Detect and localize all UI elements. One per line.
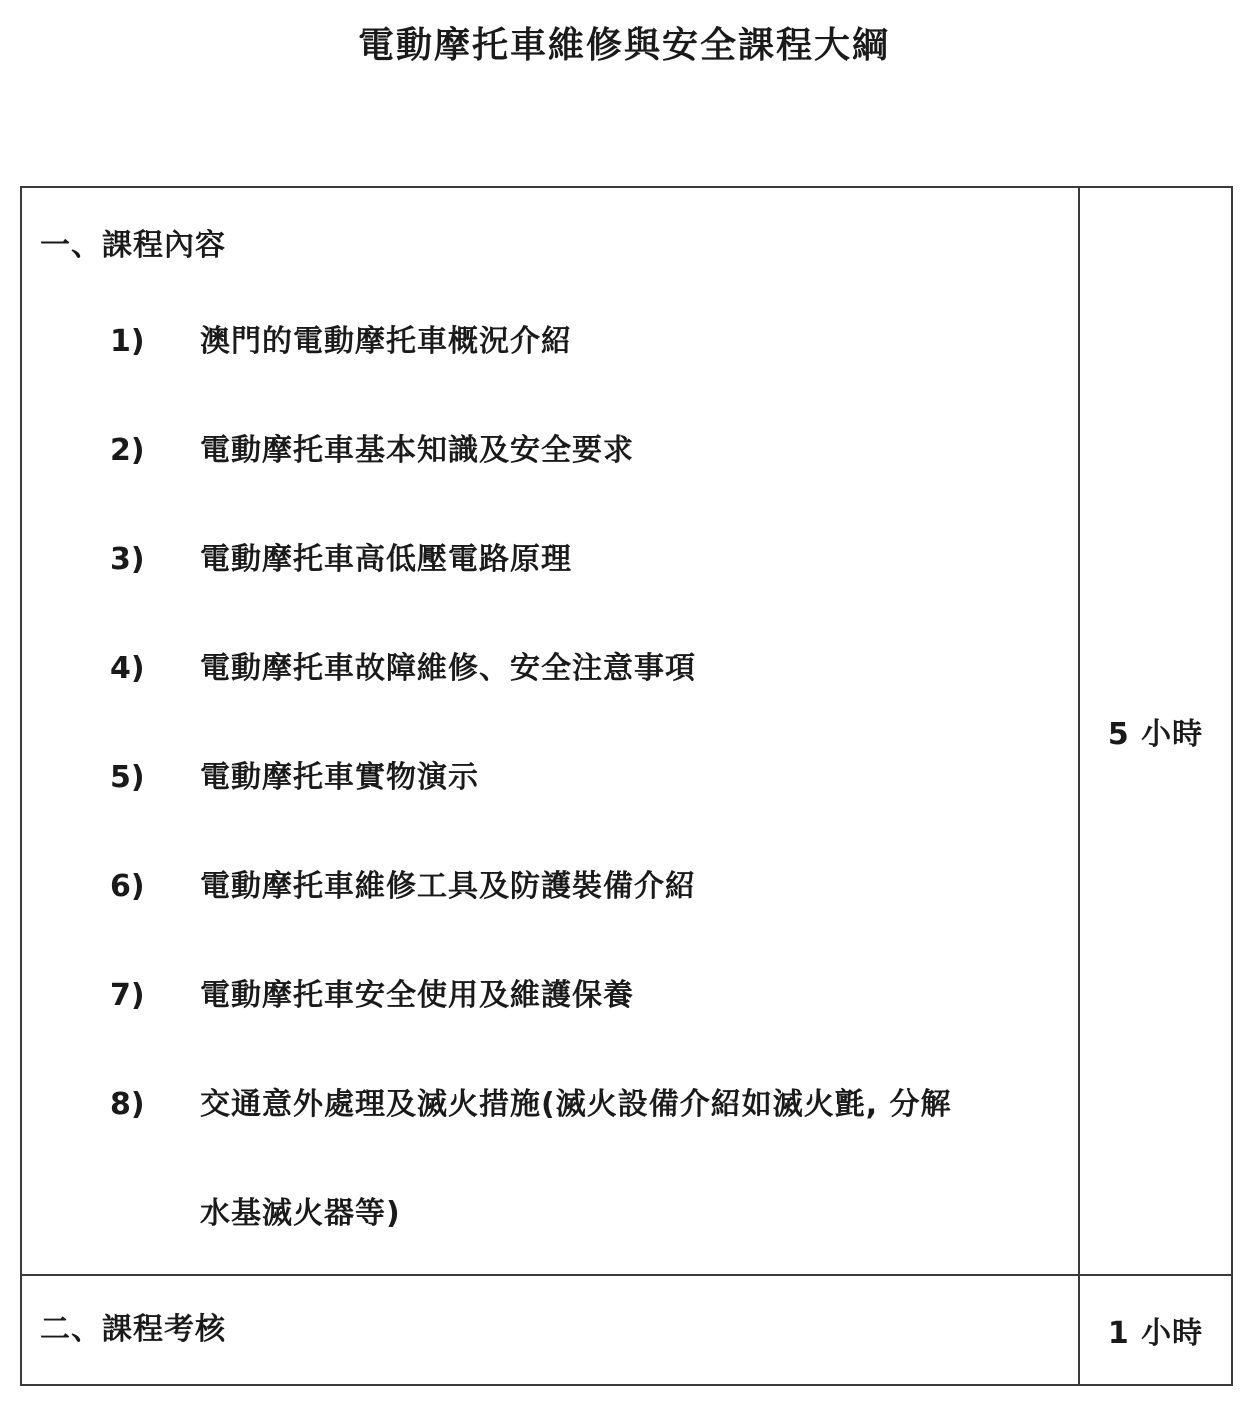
item-text: 電動摩托車維修工具及防護裝備介紹	[200, 869, 696, 904]
syllabus-table	[20, 186, 1233, 1386]
item-number: 3)	[110, 542, 145, 577]
document-title: 電動摩托車維修與安全課程大綱	[357, 25, 890, 66]
list-item	[22, 324, 1080, 433]
item-number: 2)	[110, 433, 145, 468]
hours-cell-content	[1079, 187, 1232, 1275]
table-row	[21, 187, 1232, 1275]
item-number: 8)	[110, 1087, 145, 1122]
course-content-cell	[21, 187, 1079, 1275]
list-item	[22, 542, 1080, 651]
list-item	[22, 869, 1080, 978]
list-item	[22, 651, 1080, 760]
table-row	[21, 1275, 1232, 1385]
item-text: 澳門的電動摩托車概況介紹	[200, 324, 572, 359]
item-text-line-2: 水基滅火器等)	[200, 1196, 401, 1231]
list-item	[22, 978, 1080, 1087]
item-number: 1)	[110, 324, 145, 359]
item-text: 電動摩托車高低壓電路原理	[200, 542, 572, 577]
item-text-line-1: 交通意外處理及滅火措施(滅火設備介紹如滅火氈, 分解	[200, 1087, 952, 1122]
item-number: 6)	[110, 869, 145, 904]
assessment-cell	[21, 1275, 1079, 1385]
item-text: 電動摩托車故障維修、安全注意事項	[200, 651, 696, 686]
section-heading-content: 一、課程內容	[40, 228, 226, 263]
course-item-list	[22, 324, 1080, 1307]
hours-value: 1 小時	[1107, 1316, 1204, 1351]
hours-cell-assessment	[1079, 1275, 1232, 1385]
item-text: 電動摩托車安全使用及維護保養	[200, 978, 634, 1013]
list-item	[22, 760, 1080, 869]
item-number: 7)	[110, 978, 145, 1013]
item-number: 5)	[110, 760, 145, 795]
list-item	[22, 433, 1080, 542]
item-number: 4)	[110, 651, 145, 686]
item-text	[200, 1087, 1080, 1232]
section-heading-assessment: 二、課程考核	[40, 1312, 226, 1347]
hours-value: 5 小時	[1107, 717, 1204, 752]
item-text: 電動摩托車實物演示	[200, 760, 479, 795]
item-text: 電動摩托車基本知識及安全要求	[200, 433, 634, 468]
list-item	[22, 1087, 1080, 1307]
